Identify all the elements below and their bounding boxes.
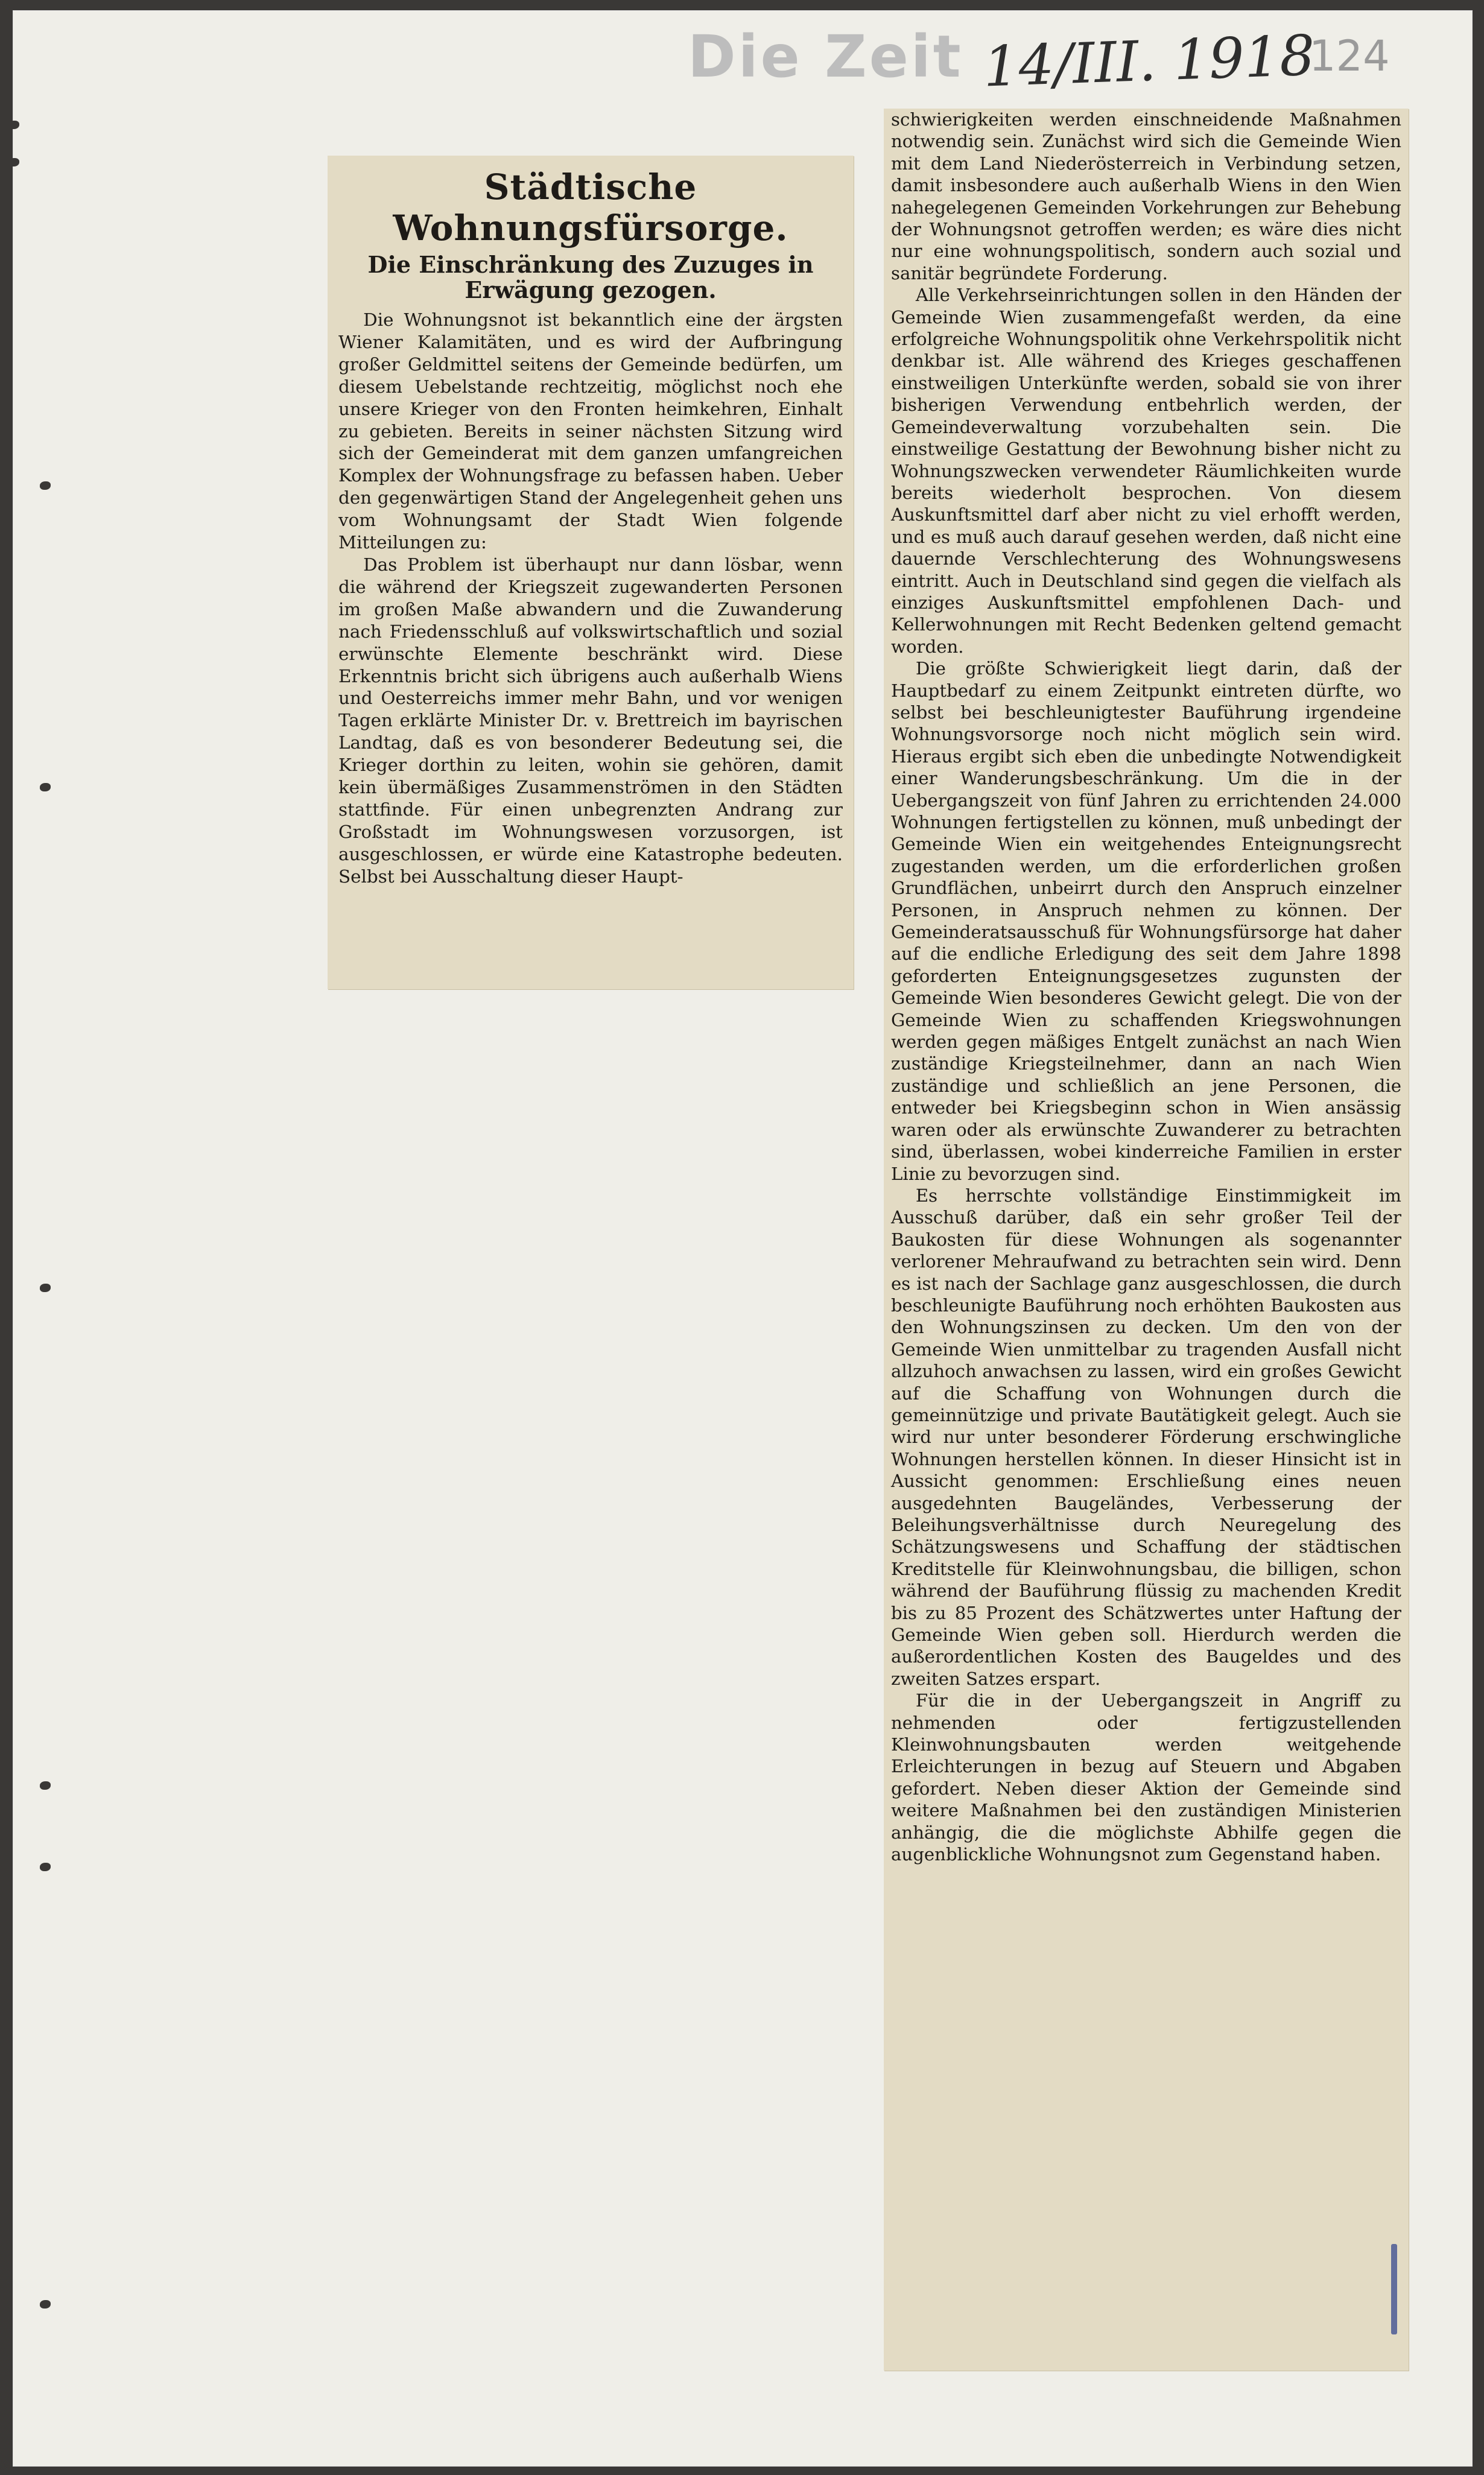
paragraph: Das Problem ist überhaupt nur dann lösbar, wenn die während der Kriegszeit zugewanderten Personen im großen Maße abwandern und die Zuwanderung nach Friedensschluß auf volkswirtschaftlich und sozial erwünschte Elemente beschränkt wird. Diese Erkenntnis bricht sich übrigens auch außerhalb Wiens und Oesterreichs immer mehr Bahn, und vor wenigen Tagen erklärte Minister Dr. v. Brettreich im bayrischen Landtag, daß es von besonderer Bedeutung sei, die Krieger dorthin zu leiten, wohin sie gehören, damit kein übermäßiges Zusammenströmen in den Städten stattfinde. Für einen unbegrenzten Andrang zur Großstadt im Wohnungswesen vorzusorgen, ist ausgeschlossen, er würde eine Katastrophe bedeuten. Selbst bei Ausschaltung dieser Haupt-	[338, 554, 843, 887]
clipping-left	[328, 156, 854, 989]
punch-hole	[8, 158, 19, 166]
punch-hole	[40, 1863, 51, 1871]
punch-hole	[40, 1781, 51, 1790]
paragraph: schwierigkeiten werden einschneidende Maßnahmen notwendig sein. Zunächst wird sich die Gemeinde Wien mit dem Land Niederösterreich in Verbindung setzen, damit insbesondere auch außerhalb Wiens in den Wien nahegelegenen Gemeinden Vorkehrungen zur Behebung der Wohnungsnot getroffen werden; es wäre dies nicht nur eine wohnungspolitisch, sondern auch sozial und sanitär begründete Forderung.	[891, 109, 1401, 284]
article-subtitle: Die Einschränkung des Zuzuges in Erwägung gezogen.	[367, 251, 814, 303]
clipping-right	[884, 109, 1409, 2371]
paragraph: Die größte Schwierigkeit liegt darin, daß der Hauptbedarf zu einem Zeitpunkt eintreten dürfte, wo selbst bei beschleunigtester Bauführung irgendeine Wohnungsvorsorge noch nicht möglich sein wird. Hieraus ergibt sich eben die unbedingte Notwendigkeit einer Wanderungsbeschränkung. Um die in der Uebergangszeit von fünf Jahren zu errichtenden 24.000 Wohnungen fertigstellen zu können, muß unbedingt der Gemeinde Wien ein weitgehendes Enteignungsrecht zugestanden werden, um die erforderlichen großen Grundflächen, unbeirrt durch den Anspruch einzelner Personen, in Anspruch nehmen zu können. Der Gemeinderatsausschuß für Wohnungsfürsorge hat daher auf die endliche Erledigung des seit dem Jahre 1898 geforderten Enteignungsgesetzes zugunsten der Gemeinde Wien besonderes Gewicht gelegt. Die von der Gemeinde Wien zu schaffenden Kriegswohnungen werden gegen mäßiges Entgelt zunächst an nach Wien zuständige Kriegsteilnehmer, dann an nach Wien zuständige und schließlich an jene Personen, die entweder bei Kriegsbeginn schon in Wien ansässig waren oder als erwünschte Zuwanderer zu betrachten sind, überlassen, wobei kinderreiche Familien in erster Linie zu bevorzugen sind.	[891, 658, 1401, 1184]
punch-hole	[40, 783, 51, 791]
paragraph: Alle Verkehrseinrichtungen sollen in den Händen der Gemeinde Wien zusammengefaßt werden, da eine erfolgreiche Wohnungspolitik ohne Verkehrspolitik nicht denkbar ist. Alle während des Krieges geschaffenen einstweiligen Unterkünfte werden, sobald sie von ihrer bisherigen Verwendung entbehrlich werden, der Gemeindeverwaltung vorzubehalten sein. Die einstweilige Gestattung der Bewohnung bisher nicht zu Wohnungszwecken verwendeter Räumlichkeiten wurde bereits wiederholt besprochen. Von diesem Auskunftsmittel darf aber nicht zu viel erhofft werden, und es muß auch darauf gesehen werden, daß nicht eine dauernde Verschlechterung des Wohnungswesens eintritt. Auch in Deutschland sind gegen die vielfach als einziges Auskunftsmittel empfohlenen Dach- und Kellerwohnungen mit Recht Bedenken geltend gemacht worden.	[891, 285, 1401, 657]
paragraph: Es herrschte vollständige Einstimmigkeit im Ausschuß darüber, daß ein sehr großer Teil der Baukosten für diese Wohnungen als sogenannter verlorener Mehraufwand zu betrachten sein wird. Denn es ist nach der Sachlage ganz ausgeschlossen, die durch beschleunigte Bauführung noch erhöhten Baukosten aus den Wohnungszinsen zu decken. Um den von der Gemeinde Wien unmittelbar zu tragenden Ausfall nicht allzuhoch anwachsen zu lassen, wird ein großes Gewicht auf die Schaffung von Wohnungen durch die gemeinnützige und private Bautätigkeit gelegt. Auch sie wird nur unter besonderer Förderung erschwingliche Wohnungen herstellen können. In dieser Hinsicht ist in Aussicht genommen: Erschließung eines neuen ausgedehnten Baugeländes, Verbesserung der Beleihungsverhältnisse durch Neuregelung des Schätzungswesens und Schaffung der städtischen Kreditstelle für Kleinwohnungsbau, die billigen, schon während der Bauführung flüssig zu machenden Kredit bis zu 85 Prozent des Schätzwertes unter Haftung der Gemeinde Wien geben soll. Hierdurch werden die außerordentlichen Kosten des Baugeldes und des zweiten Satzes erspart.	[891, 1185, 1401, 1689]
article-title: Städtische Wohnungsfürsorge.	[393, 166, 788, 249]
page-number: 124	[1309, 31, 1390, 81]
punch-hole	[40, 1284, 51, 1292]
punch-hole	[40, 2300, 51, 2309]
paragraph: Die Wohnungsnot ist bekanntlich eine der ärgsten Wiener Kalamitäten, und es wird der Aufbringung großer Geldmittel seitens der Gemeinde bedürfen, um diesem Uebelstande rechtzeitig, möglichst noch ehe unsere Krieger von den Fronten heimkehren, Einhalt zu gebieten. Bereits in seiner nächsten Sitzung wird sich der Gemeinderat mit dem ganzen umfangreichen Komplex der Wohnungsfrage zu befassen haben. Ueber den gegenwärtigen Stand der Angelegenheit gehen uns vom Wohnungsamt der Stadt Wien folgende Mitteilungen zu:	[338, 309, 843, 553]
pencil-mark	[1391, 2244, 1397, 2334]
handwritten-date: 14/III. 1918	[982, 23, 1316, 100]
newspaper-stamp: Die Zeit	[688, 23, 963, 90]
punch-hole	[40, 481, 51, 490]
paragraph: Für die in der Uebergangszeit in Angriff zu nehmenden oder fertigzustellenden Kleinwohnungsbauten werden weitgehende Erleichterungen in bezug auf Steuern und Abgaben gefordert. Neben dieser Aktion der Gemeinde sind weitere Maßnahmen bei den zuständigen Ministerien anhängig, die die möglichste Abhilfe gegen die augenblickliche Wohnungsnot zum Gegenstand haben.	[891, 1690, 1401, 1865]
punch-hole	[8, 121, 19, 129]
